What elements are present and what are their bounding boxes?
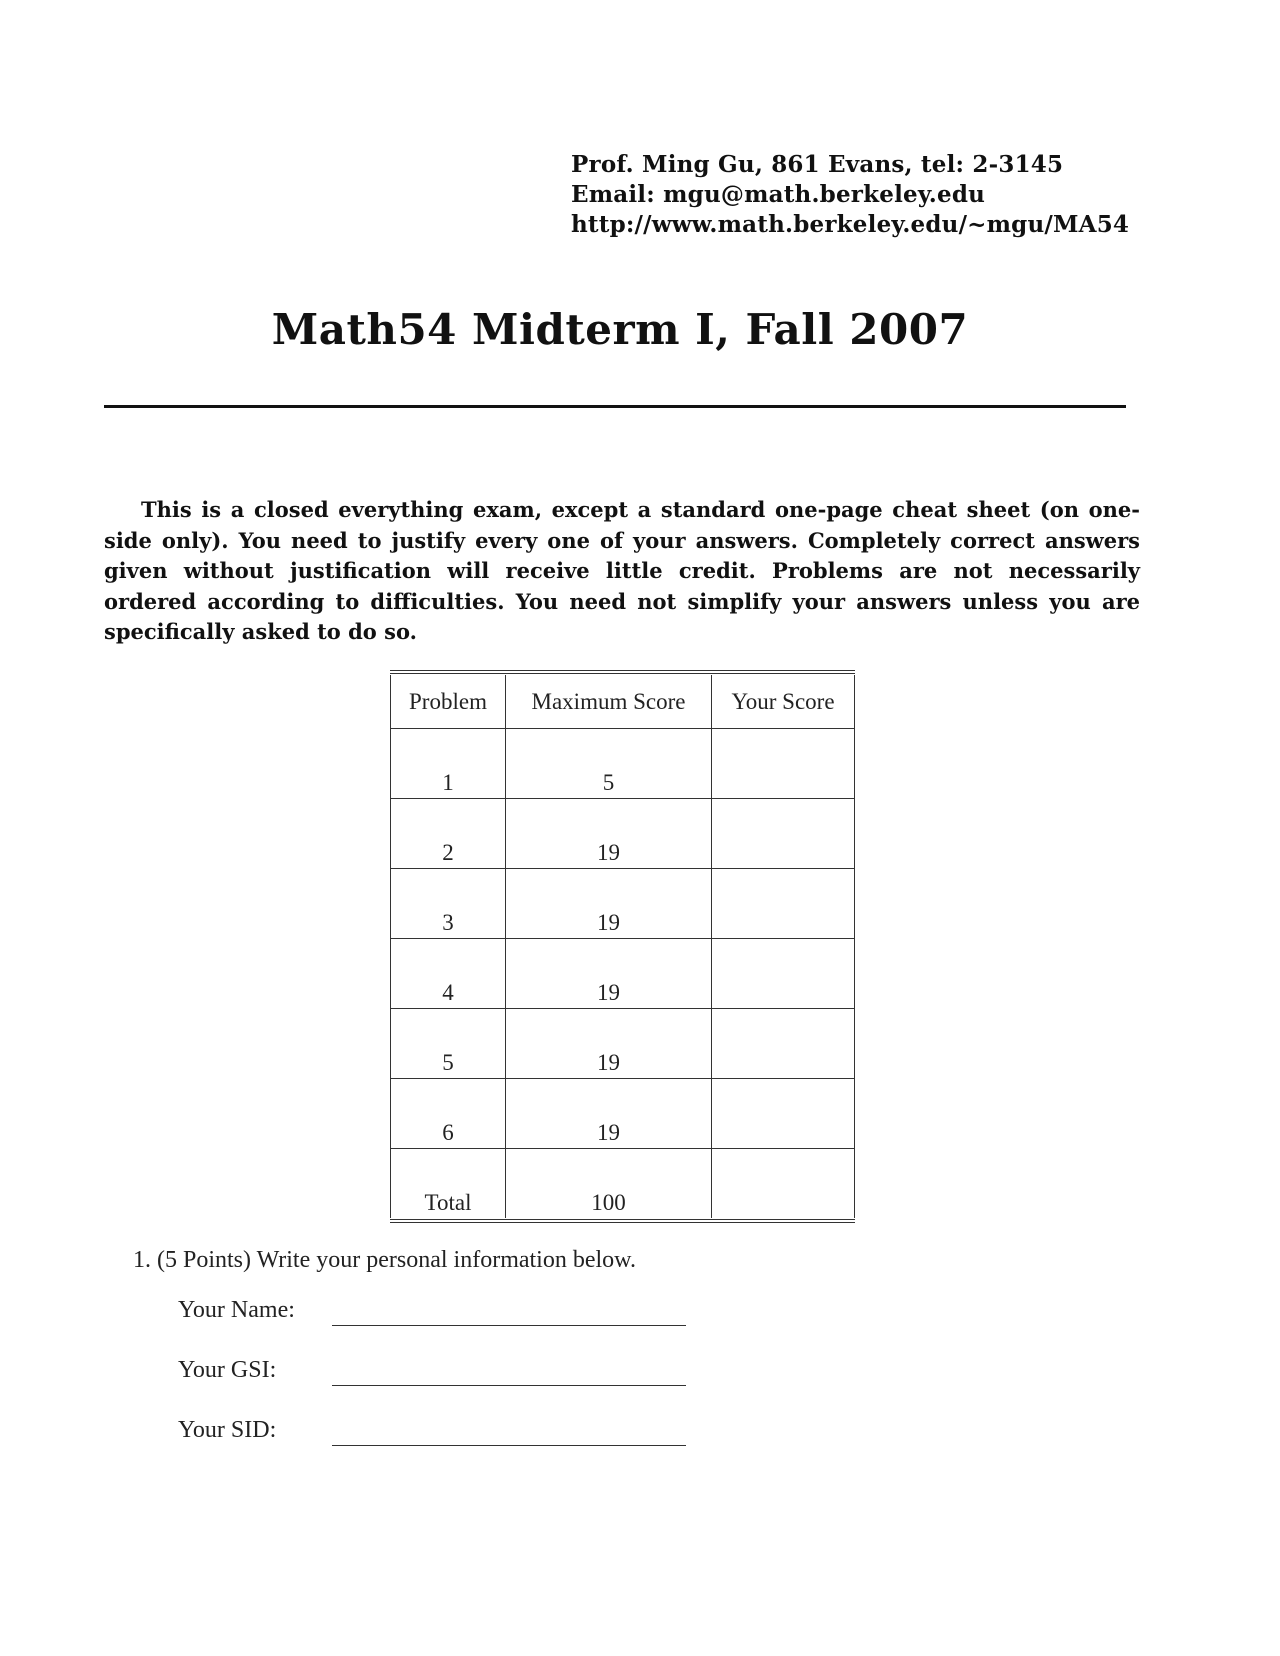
gsi-label: Your GSI: (178, 1357, 277, 1383)
name-label: Your Name: (178, 1297, 295, 1323)
total-your-score-cell (712, 1149, 855, 1219)
your-score-cell (712, 729, 855, 799)
your-score-cell (712, 939, 855, 1009)
name-row (178, 1297, 332, 1327)
problem-number: 6 (391, 1079, 506, 1149)
your-score-cell (712, 1079, 855, 1149)
score-table-header-row (391, 675, 855, 729)
maximum-score: 5 (506, 729, 712, 799)
problem-number: 4 (391, 939, 506, 1009)
score-table-container (390, 670, 855, 1223)
sid-label: Your SID: (178, 1417, 277, 1443)
exam-title: Math54 Midterm I, Fall 2007 (271, 305, 969, 354)
question-1: 1. (5 Points) Write your personal information below. (133, 1247, 636, 1273)
instructions-text: This is a closed everything exam, except a standard one-page cheat sheet (on one-side only). You need to justify every one of your answers. Completely correct answers given without justification will receive little credit. Problems are not necessarily ordered according to difficulties. You need not simplify your answers unless you are specifically asked to do so. (104, 497, 1140, 644)
maximum-score: 19 (506, 799, 712, 869)
title-divider (104, 405, 1126, 408)
name-blank-line[interactable] (332, 1325, 686, 1326)
table-row (391, 869, 855, 939)
table-row (391, 1009, 855, 1079)
header-your-score: Your Score (712, 675, 855, 729)
maximum-score: 19 (506, 1009, 712, 1079)
professor-contact-line: Prof. Ming Gu, 861 Evans, tel: 2-3145 (571, 151, 1064, 178)
problem-number: 3 (391, 869, 506, 939)
problem-number: 2 (391, 799, 506, 869)
gsi-row (178, 1357, 332, 1387)
your-score-cell (712, 1009, 855, 1079)
table-row-total (391, 1149, 855, 1219)
exam-instructions (104, 495, 1140, 648)
table-row (391, 799, 855, 869)
problem-number: 5 (391, 1009, 506, 1079)
maximum-score: 19 (506, 869, 712, 939)
sid-blank-line[interactable] (332, 1445, 686, 1446)
total-label: Total (391, 1149, 506, 1219)
header-problem: Problem (391, 675, 506, 729)
your-score-cell (712, 799, 855, 869)
table-row (391, 1079, 855, 1149)
your-score-cell (712, 869, 855, 939)
table-row (391, 939, 855, 1009)
sid-row (178, 1417, 332, 1447)
score-table (390, 675, 855, 1218)
maximum-score: 19 (506, 939, 712, 1009)
gsi-blank-line[interactable] (332, 1385, 686, 1386)
header-maximum-score: Maximum Score (506, 675, 712, 729)
total-maximum-score: 100 (506, 1149, 712, 1219)
table-row (391, 729, 855, 799)
professor-info (571, 150, 1129, 240)
professor-email-line: Email: mgu@math.berkeley.edu (571, 181, 986, 208)
problem-number: 1 (391, 729, 506, 799)
course-url-line: http://www.math.berkeley.edu/~mgu/MA54 (571, 211, 1130, 238)
maximum-score: 19 (506, 1079, 712, 1149)
